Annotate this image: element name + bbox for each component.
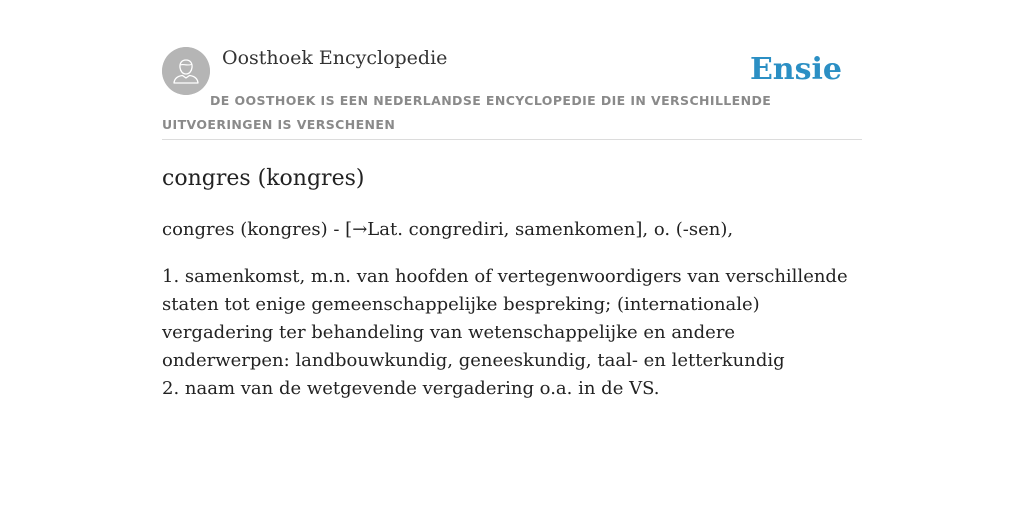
- entry-title: congres (kongres): [162, 166, 365, 191]
- source-title[interactable]: Oosthoek Encyclopedie: [222, 47, 448, 69]
- definition-item: 1. samenkomst, m.n. van hoofden of vertegenwoordigers van verschillende staten tot enige gemeenschappelijke bespreking; (internationale) vergadering ter behandeling van wetenschappelijke en andere onderwerpen: landbouwkundig, geneeskundig, taal- en letterkundig: [162, 266, 848, 371]
- source-header: [162, 0, 862, 140]
- user-avatar-icon[interactable]: [162, 47, 210, 95]
- entry-definitions: [162, 263, 862, 403]
- content-container: [162, 0, 862, 399]
- definition-item: 2. naam van de wetgevende vergadering o.a. in de VS.: [162, 378, 660, 399]
- source-description: DE OOSTHOEK IS EEN NEDERLANDSE ENCYCLOPEDIE DIE IN VERSCHILLENDE UITVOERINGEN IS VERSCHENEN: [162, 93, 772, 132]
- entry-headline: congres (kongres) - [→Lat. congrediri, samenkomen], o. (-sen),: [162, 219, 734, 240]
- brand-logo-link[interactable]: Ensie: [749, 52, 842, 87]
